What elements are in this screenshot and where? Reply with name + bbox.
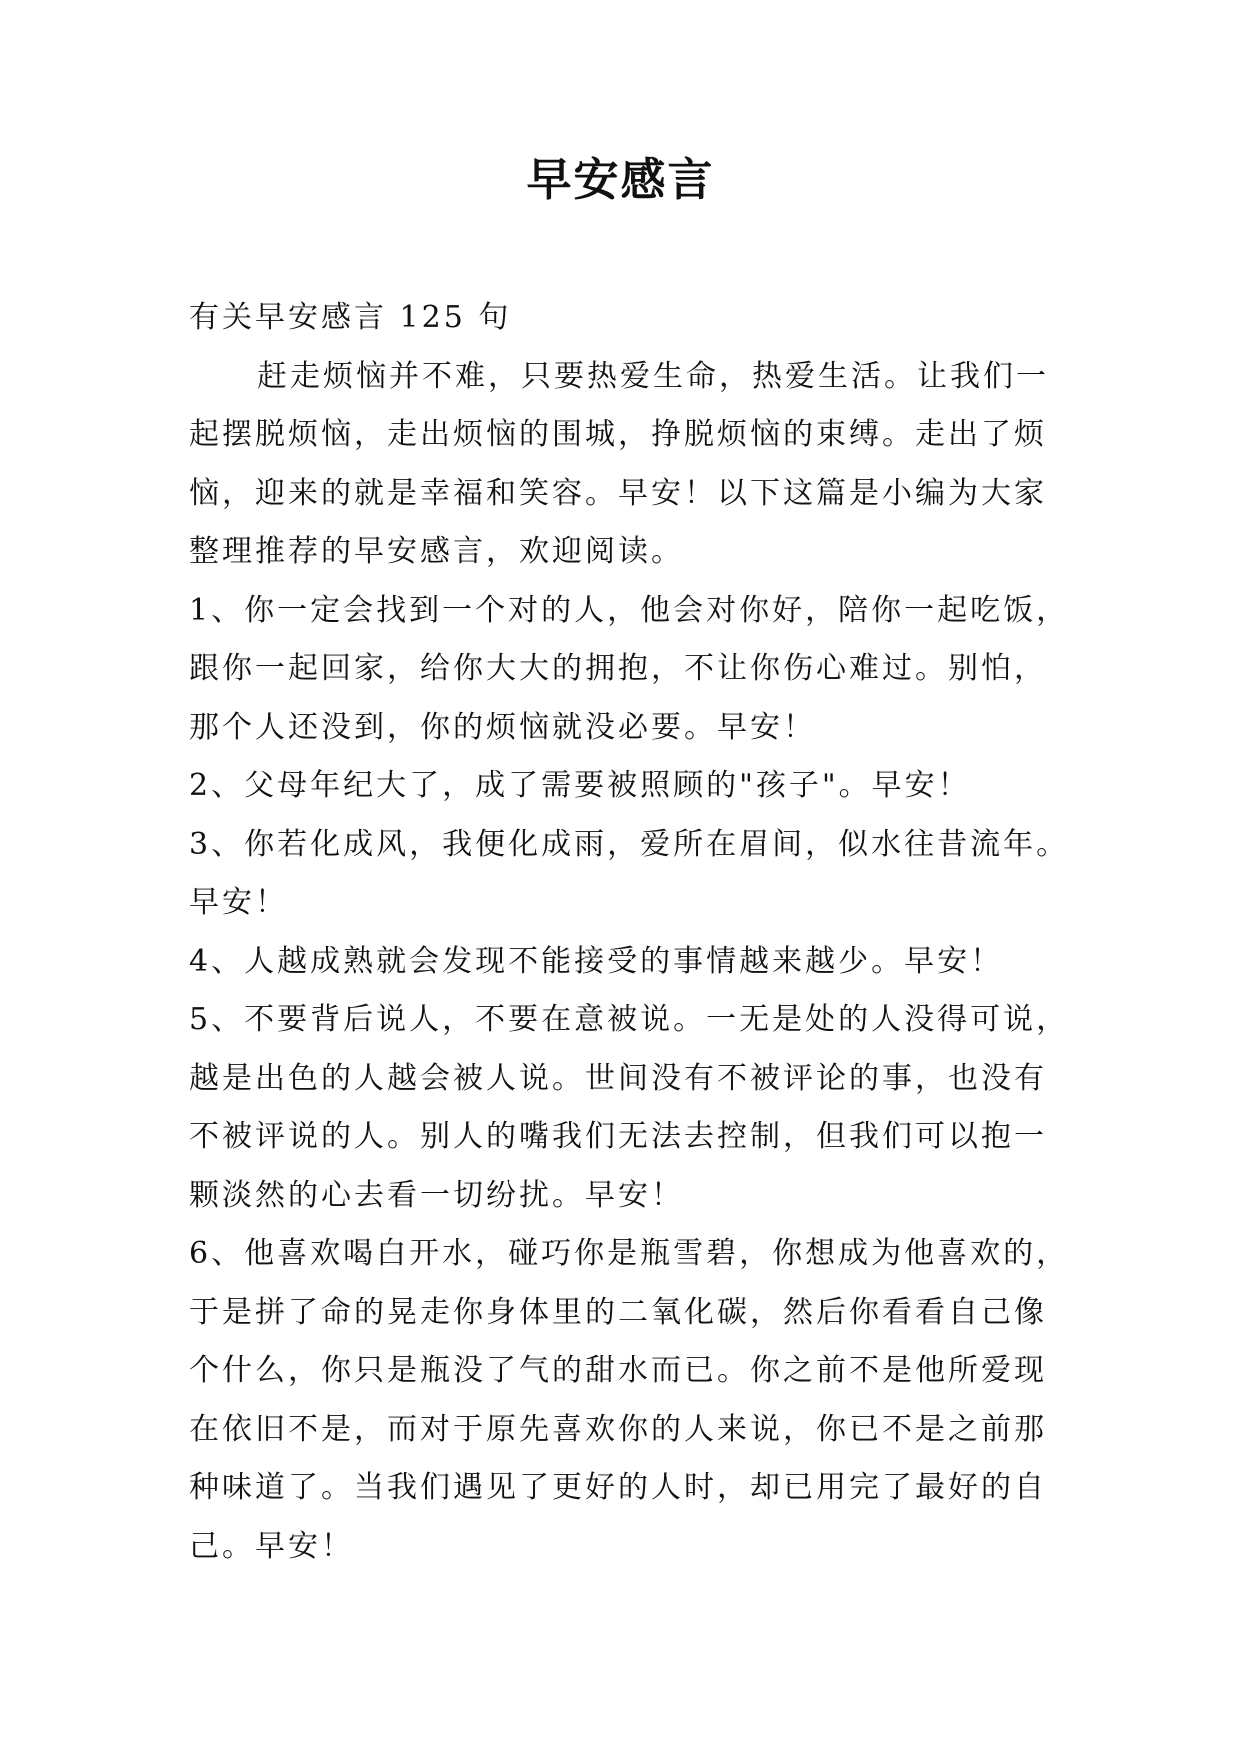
list-item-2 (189, 757, 1089, 816)
list-item-3 (189, 816, 1089, 933)
list-item-line: 2、父母年纪大了，成了需要被照顾的"孩子"。早安！ (189, 768, 971, 803)
list-item-line: 早安！ (189, 885, 288, 920)
list-item-line: 5、不要背后说人，不要在意被说。一无是处的人没得可说， (189, 1002, 1070, 1037)
intro-line: 赶走烦恼并不难，只要热爱生命，热爱生活。让我们一 (257, 358, 1049, 394)
list-item-line: 4、人越成熟就会发现不能接受的事情越来越少。早安！ (189, 943, 1004, 979)
list-item-line: 不被评说的人。别人的嘴我们无法去控制，但我们可以抱一 (189, 1119, 1047, 1154)
list-item-line: 种味道了。当我们遇见了更好的人时，却已用完了最好的自 (189, 1470, 1047, 1505)
list-item-line: 个什么，你只是瓶没了气的甜水而已。你之前不是他所爱现 (189, 1353, 1047, 1388)
intro-paragraph (189, 348, 1089, 582)
intro-line: 起摆脱烦恼，走出烦恼的围城，挣脱烦恼的束缚。走出了烦 (189, 417, 1047, 452)
document-body (189, 289, 1089, 1576)
list-item-1 (189, 582, 1089, 758)
intro-line: 恼，迎来的就是幸福和笑容。早安！以下这篇是小编为大家 (189, 475, 1047, 511)
list-item-line: 1、你一定会找到一个对的人，他会对你好，陪你一起吃饭， (189, 592, 1070, 628)
list-item-5 (189, 991, 1089, 1225)
list-item-line: 6、他喜欢喝白开水，碰巧你是瓶雪碧，你想成为他喜欢的， (189, 1236, 1070, 1271)
list-item-line: 己。早安！ (189, 1528, 354, 1564)
list-item-line: 颗淡然的心去看一切纷扰。早安！ (189, 1177, 684, 1213)
list-item-line: 于是拼了命的晃走你身体里的二氧化碳，然后你看看自己像 (189, 1294, 1047, 1330)
intro-line: 整理推荐的早安感言，欢迎阅读。 (189, 534, 684, 569)
list-item-line: 在依旧不是，而对于原先喜欢你的人来说，你已不是之前那 (189, 1411, 1047, 1447)
list-item-line: 3、你若化成风，我便化成雨，爱所在眉间，似水往昔流年。 (189, 826, 1070, 862)
list-item-line: 越是出色的人越会被人说。世间没有不被评论的事，也没有 (189, 1060, 1047, 1096)
list-item-line: 那个人还没到，你的烦恼就没必要。早安！ (189, 709, 816, 745)
document-subtitle: 有关早安感言 125 句 (189, 300, 512, 335)
list-item-line: 跟你一起回家，给你大大的拥抱，不让你伤心难过。别怕， (189, 651, 1047, 686)
document-title: 早安感言 (526, 153, 715, 206)
list-item-4 (189, 933, 1089, 992)
list-item-6 (189, 1225, 1089, 1576)
